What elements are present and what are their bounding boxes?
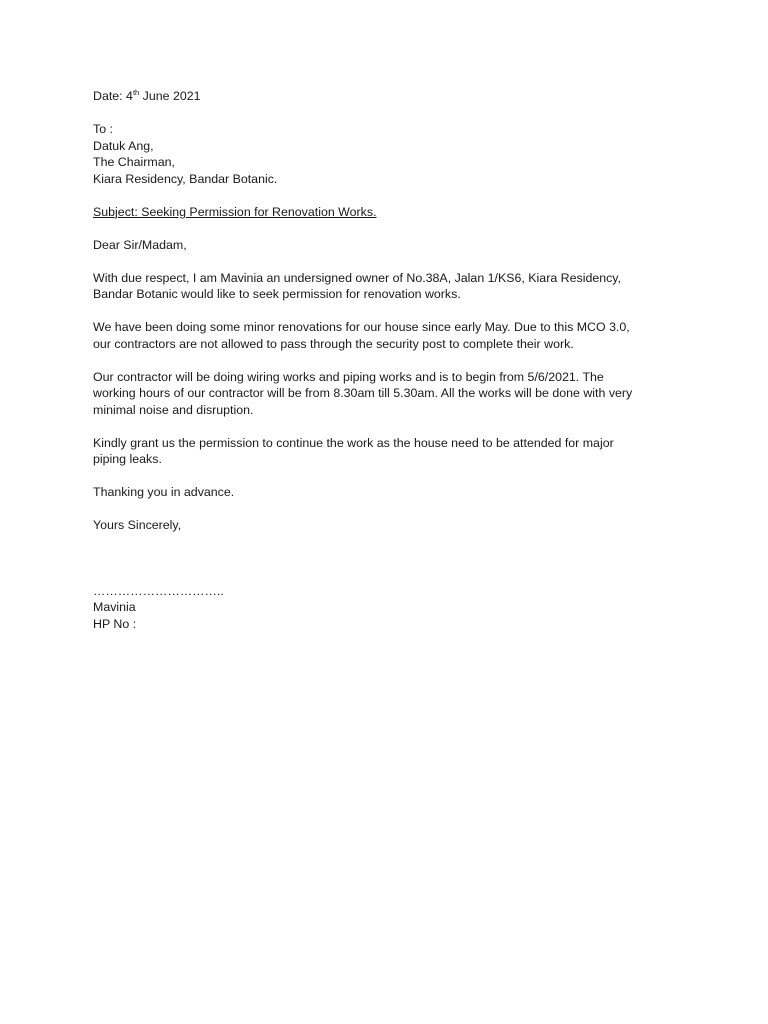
letter-date xyxy=(93,88,693,105)
paragraph-1 xyxy=(93,270,693,303)
spacer xyxy=(93,187,693,204)
paragraph-line: Our contractor will be doing wiring works and piping works and is to begin from 5/6/2021. The xyxy=(93,369,604,384)
spacer xyxy=(93,220,693,237)
spacer xyxy=(93,105,693,122)
date-day: Date: 4 xyxy=(93,89,133,103)
recipient-name: Datuk Ang, xyxy=(93,138,154,153)
paragraph-2 xyxy=(93,319,693,352)
paragraph-line: our contractors are not allowed to pass through the security post to complete their work. xyxy=(93,336,574,351)
paragraph-3 xyxy=(93,369,693,419)
recipient-block xyxy=(93,121,693,187)
signature-space xyxy=(93,534,693,583)
spacer xyxy=(93,501,693,518)
paragraph-line: We have been doing some minor renovations for our house since early May. Due to this MCO 3.0, xyxy=(93,320,630,334)
to-label: To : xyxy=(93,122,113,136)
signature-block xyxy=(93,583,693,633)
recipient-address: Kiara Residency, Bandar Botanic. xyxy=(93,171,278,186)
spacer xyxy=(93,303,693,320)
paragraph-line: Bandar Botanic would like to seek permission for renovation works. xyxy=(93,287,461,301)
phone-label: HP No : xyxy=(93,616,137,631)
date-month-year: June 2021 xyxy=(139,89,201,103)
letter-subject: Subject: Seeking Permission for Renovation Works. xyxy=(93,204,377,219)
spacer xyxy=(93,253,693,270)
recipient-title: The Chairman, xyxy=(93,155,175,169)
paragraph-line: Kindly grant us the permission to continue the work as the house need to be attended for major xyxy=(93,435,614,450)
spacer xyxy=(93,468,693,485)
signature-name: Mavinia xyxy=(93,600,136,614)
spacer xyxy=(93,352,693,369)
signature-dots: ………………………….. xyxy=(93,583,224,598)
paragraph-line: piping leaks. xyxy=(93,452,162,466)
paragraph-line: working hours of our contractor will be from 8.30am till 5.30am. All the works will be done with very xyxy=(93,386,633,400)
closing-thanks: Thanking you in advance. xyxy=(93,485,235,499)
paragraph-line: With due respect, I am Mavinia an undersigned owner of No.38A, Jalan 1/KS6, Kiara Residency, xyxy=(93,270,622,285)
date-ordinal: th xyxy=(132,88,140,97)
salutation: Dear Sir/Madam, xyxy=(93,237,187,252)
paragraph-4 xyxy=(93,435,693,468)
closing: Yours Sincerely, xyxy=(93,518,182,532)
paragraph-line: minimal noise and disruption. xyxy=(93,402,254,417)
spacer xyxy=(93,418,693,435)
letter-body xyxy=(93,88,693,632)
